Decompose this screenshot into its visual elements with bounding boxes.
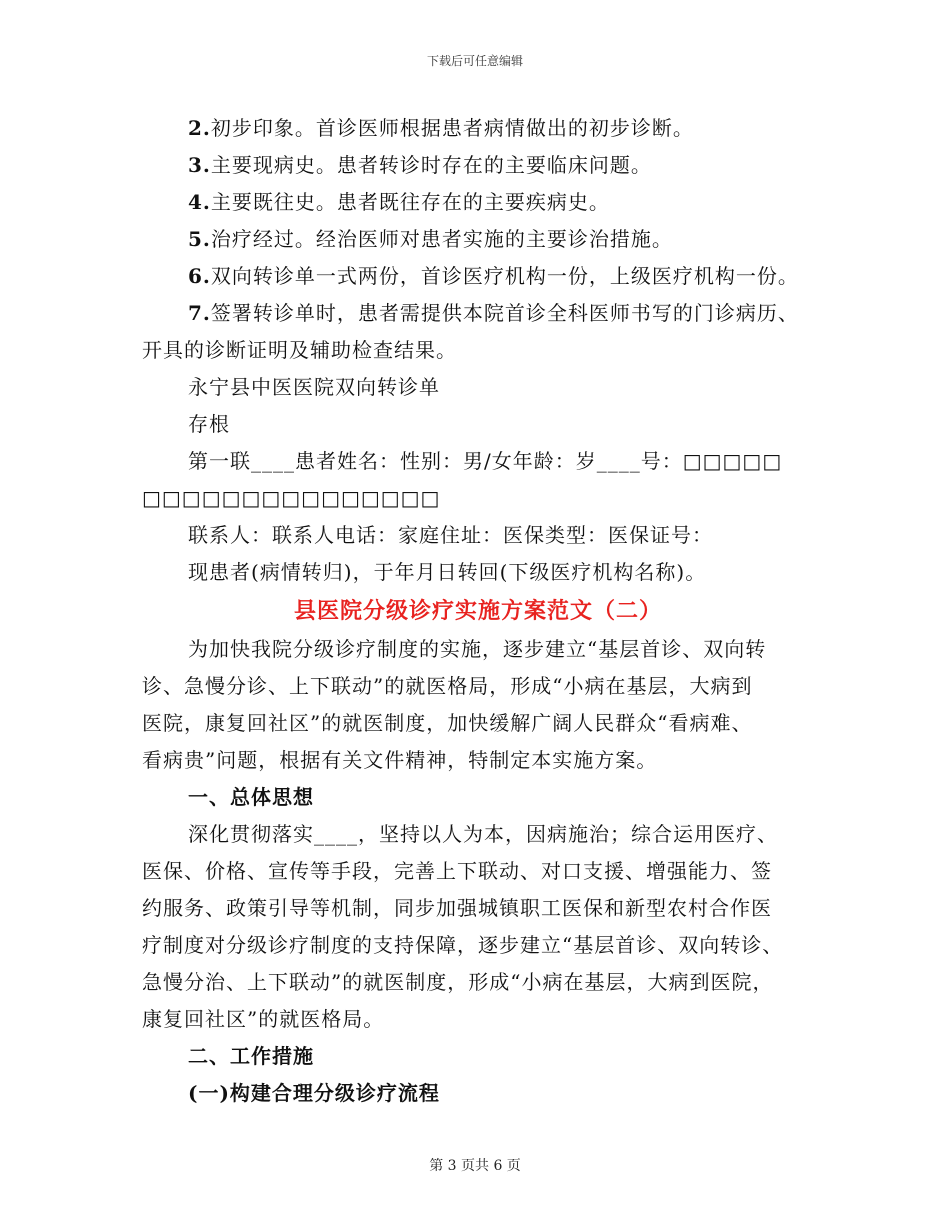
intro-line: 诊、急慢分诊、上下联动”的就医格局，形成“小病在基层，大病到 <box>142 674 753 698</box>
intro-line: 医院，康复回社区”的就医制度，加快缓解广阔人民群众“看病难、 <box>142 711 753 735</box>
list-item-text: 治疗经过。经治医师对患者实施的主要诊治措施。 <box>210 227 673 251</box>
document-body <box>142 110 814 1112</box>
list-item-number: 4. <box>188 190 211 214</box>
form-id-boxes: □□□□□□□□□□□□□□□ <box>142 486 441 510</box>
paragraph-line: 疗制度对分级诊疗制度的支持保障，逐步建立“基层首诊、双向转诊、 <box>142 933 784 957</box>
list-item-text: 双向转诊单一式两份，首诊医疗机构一份，上级医疗机构一份。 <box>210 264 799 288</box>
form-stub-label: 存根 <box>188 412 230 436</box>
subheading-referral-process: (一)构建合理分级诊疗流程 <box>188 1081 440 1105</box>
form-patient-line: 第一联____患者姓名：性别：男/女年龄：岁____号：□□□□□ <box>188 449 783 473</box>
section-title: 县医院分级诊疗实施方案范文（二） <box>293 598 662 624</box>
list-item <box>142 295 814 332</box>
list-item-text: 签署转诊单时，患者需提供本院首诊全科医师书写的门诊病历、 <box>210 301 799 325</box>
page-header: 下载后可任意编辑 <box>426 54 523 68</box>
paragraph-line: 约服务、政策引导等机制，同步加强城镇职工医保和新型农村合作医 <box>142 896 772 920</box>
list-item <box>142 147 814 184</box>
list-item-continuation: 开具的诊断证明及辅助检查结果。 <box>142 338 457 362</box>
form-hospital-name: 永宁县中医医院双向转诊单 <box>188 375 440 399</box>
list-item-number: 3. <box>188 153 211 177</box>
form-return-line: 现患者(病情转归)，于年月日转回(下级医疗机构名称)。 <box>188 560 707 584</box>
form-contact-line: 联系人：联系人电话：家庭住址：医保类型：医保证号： <box>188 523 713 547</box>
heading-overall-thinking: 一、总体思想 <box>188 785 314 809</box>
paragraph-line: 医保、价格、宣传等手段，完善上下联动、对口支援、增强能力、签 <box>142 859 772 883</box>
list-item-number: 6. <box>188 264 211 288</box>
list-item-text: 主要既往史。患者既往存在的主要疾病史。 <box>210 190 610 214</box>
paragraph-line: 深化贯彻落实____，坚持以人为本，因病施治；综合运用医疗、 <box>188 822 778 846</box>
list-item <box>142 184 814 221</box>
intro-line: 为加快我院分级诊疗制度的实施，逐步建立“基层首诊、双向转 <box>188 637 767 661</box>
list-item-number: 2. <box>188 116 211 140</box>
list-item-number: 7. <box>188 301 211 325</box>
paragraph-line: 康复回社区”的就医格局。 <box>142 1007 385 1031</box>
heading-work-measures: 二、工作措施 <box>188 1044 314 1068</box>
list-item-text: 初步印象。首诊医师根据患者病情做出的初步诊断。 <box>210 116 694 140</box>
list-item <box>142 221 814 258</box>
list-item <box>142 110 814 147</box>
list-item-number: 5. <box>188 227 211 251</box>
page-footer: 第 3 页共 6 页 <box>429 1158 521 1174</box>
list-item <box>142 258 814 295</box>
intro-line: 看病贵”问题，根据有关文件精神，特制定本实施方案。 <box>142 748 658 772</box>
list-item-text: 主要现病史。患者转诊时存在的主要临床问题。 <box>210 153 652 177</box>
paragraph-line: 急慢分治、上下联动”的就医制度，形成“小病在基层，大病到医院， <box>142 970 774 994</box>
